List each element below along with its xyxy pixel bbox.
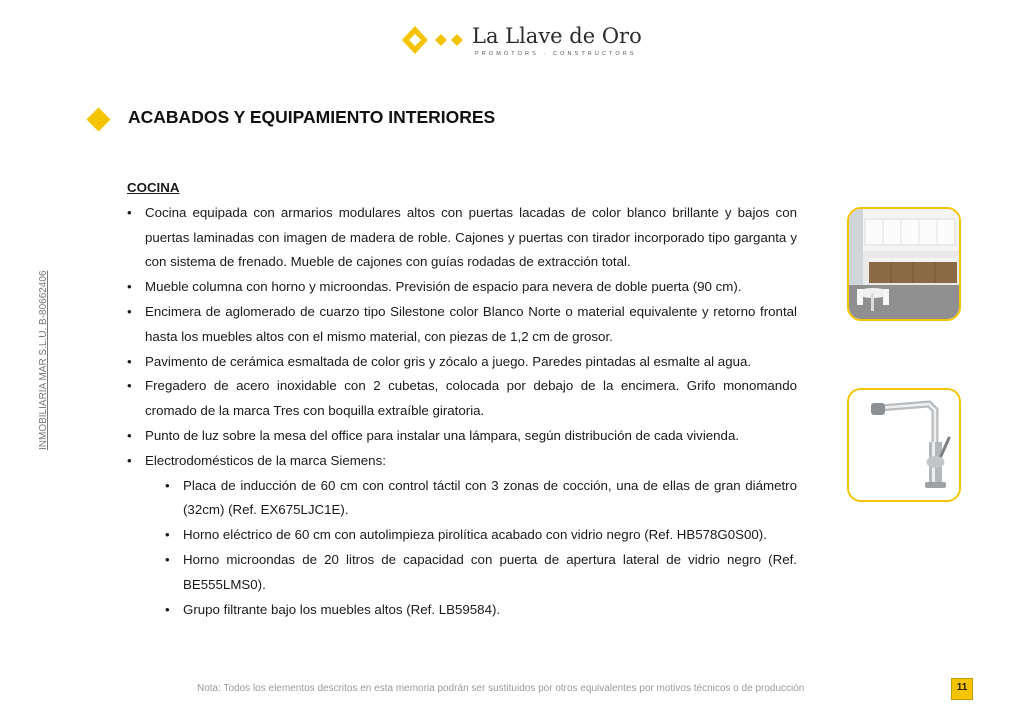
list-item: • Grupo filtrante bajo los muebles altos (Ref. LB59584). — [145, 598, 797, 623]
page-number: 11 — [956, 682, 968, 693]
title-diamond-icon — [86, 107, 110, 131]
bullet-list — [127, 201, 797, 474]
appliance-list — [127, 474, 797, 623]
list-item: • Horno eléctrico de 60 cm con autolimpieza pirolítica acabado con vidrio negro (Ref. HB578G0S00). — [145, 523, 797, 548]
list-item: • Horno microondas de 20 litros de capacidad con puerta de apertura lateral de vidrio negro (Ref. BE555LMS0). — [145, 548, 797, 598]
list-item: • Electrodomésticos de la marca Siemens: — [127, 449, 797, 474]
list-item: • Placa de inducción de 60 cm con control táctil con 3 zonas de cocción, una de ellas de gran diámetro (32cm) (Ref. EX675LJC1E). — [145, 474, 797, 524]
faucet-image — [849, 390, 959, 500]
kitchen-image — [849, 209, 959, 319]
main-content — [127, 176, 797, 622]
list-item: • Cocina equipada con armarios modulares altos con puertas lacadas de color blanco brillante y bajos con puertas laminadas con imagen de madera de roble. Cajones y puertas con tirador incorporado tipo garganta y con sistema de frenado. Mueble de cajones con guías rodadas de extracción total. — [127, 201, 797, 275]
list-item: • Mueble columna con horno y microondas. Previsión de espacio para nevera de doble puerta (90 cm). — [127, 275, 797, 300]
list-item: • Encimera de aglomerado de cuarzo tipo Silestone color Blanco Norte o material equivalente y retorno frontal hasta los muebles altos con el mismo material, con piezas de 1,2 cm de grosor. — [127, 300, 797, 350]
brand-name: La Llave de Oro — [472, 24, 642, 48]
section-heading: COCINA — [127, 180, 180, 195]
page-number-badge — [951, 678, 973, 700]
company-registration-text: INMOBILIARIA MAR S.L.U. B-80662406 — [38, 270, 49, 450]
list-item: • Fregadero de acero inoxidable con 2 cubetas, colocada por debajo de la encimera. Grifo monomando cromado de la marca Tres con boquilla extraíble giratoria. — [127, 374, 797, 424]
footer-note: Nota: Todos los elementos descritos en esta memoria podrán ser sustituidos por otros equivalentes por motivos técnicos o de producción — [197, 683, 805, 694]
page-title: ACABADOS Y EQUIPAMIENTO INTERIORES — [128, 107, 496, 127]
faucet-photo — [847, 388, 961, 502]
brand-tagline: PROMOTORS · CONSTRUCTORS — [475, 51, 637, 57]
kitchen-photo — [847, 207, 961, 321]
list-item: • Punto de luz sobre la mesa del office para instalar una lámpara, según distribución de cada vivienda. — [127, 424, 797, 449]
logo-diamonds-icon — [400, 24, 470, 56]
list-item: • Pavimento de cerámica esmaltada de color gris y zócalo a juego. Paredes pintadas al esmalte al agua. — [127, 350, 797, 375]
brand-logo — [400, 22, 640, 62]
